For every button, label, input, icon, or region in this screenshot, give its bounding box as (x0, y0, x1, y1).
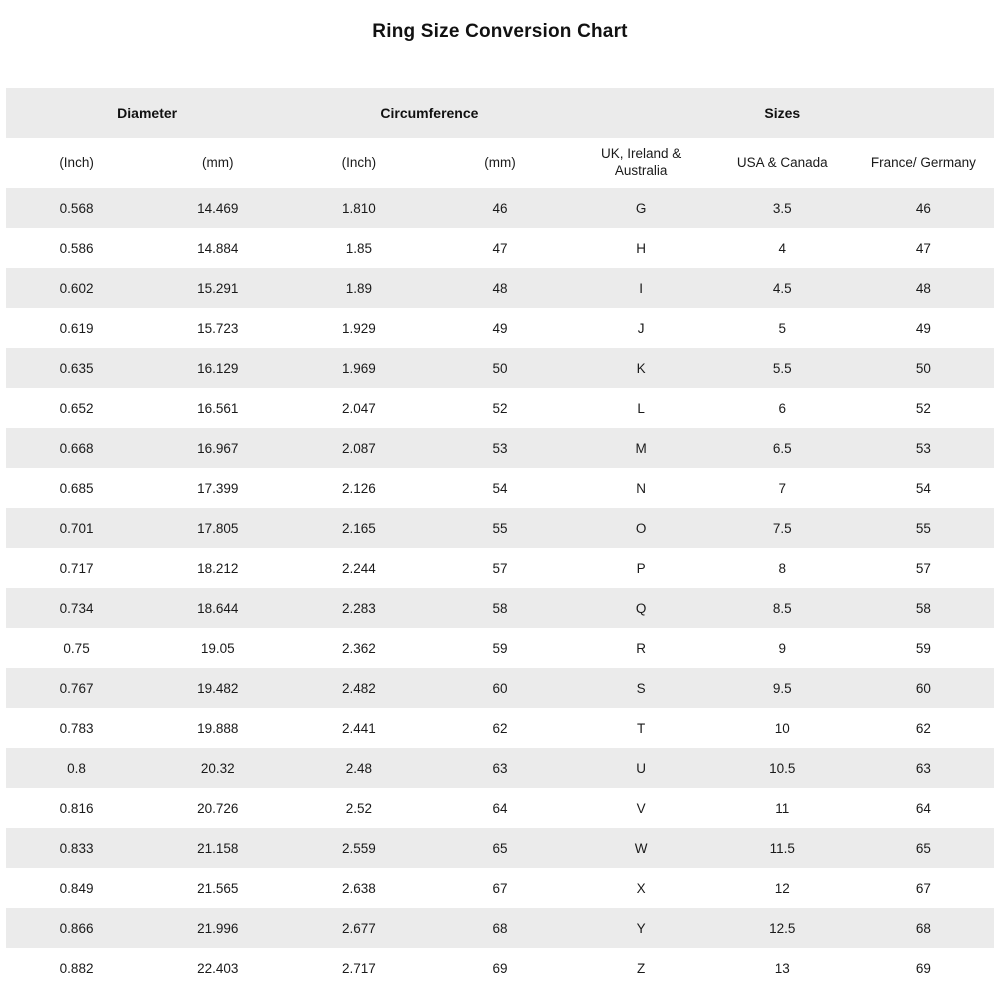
diameter-inch-cell: 0.619 (6, 308, 147, 348)
table-row (6, 588, 994, 628)
column-group-circumference: Circumference (288, 88, 570, 138)
diameter-inch-cell: 0.866 (6, 908, 147, 948)
circumference-inch-cell: 1.929 (288, 308, 429, 348)
diameter-mm-cell: 21.565 (147, 868, 288, 908)
diameter-mm-cell: 18.212 (147, 548, 288, 588)
circumference-mm-cell: 62 (429, 708, 570, 748)
circumference-mm-cell: 58 (429, 588, 570, 628)
diameter-mm-cell: 14.469 (147, 188, 288, 228)
table-row (6, 748, 994, 788)
diameter-mm-cell: 14.884 (147, 228, 288, 268)
diameter-inch-cell: 0.75 (6, 628, 147, 668)
size-uk-ireland-australia-cell: S (571, 668, 712, 708)
circumference-mm-cell: 69 (429, 948, 570, 988)
diameter-mm-cell: 21.158 (147, 828, 288, 868)
table-row (6, 388, 994, 428)
diameter-mm-cell: 18.644 (147, 588, 288, 628)
column-header-circumference-inch: (Inch) (288, 138, 429, 188)
diameter-inch-cell: 0.8 (6, 748, 147, 788)
circumference-mm-cell: 60 (429, 668, 570, 708)
size-usa-canada-cell: 9 (712, 628, 853, 668)
column-header-circumference-mm: (mm) (429, 138, 570, 188)
diameter-mm-cell: 15.291 (147, 268, 288, 308)
table-row (6, 308, 994, 348)
table-row (6, 908, 994, 948)
circumference-mm-cell: 54 (429, 468, 570, 508)
circumference-inch-cell: 2.48 (288, 748, 429, 788)
diameter-inch-cell: 0.586 (6, 228, 147, 268)
size-uk-ireland-australia-cell: P (571, 548, 712, 588)
column-header-diameter-inch: (Inch) (6, 138, 147, 188)
size-uk-ireland-australia-cell: T (571, 708, 712, 748)
size-france-germany-cell: 60 (853, 668, 994, 708)
circumference-mm-cell: 48 (429, 268, 570, 308)
size-usa-canada-cell: 4 (712, 228, 853, 268)
column-header-size-uk-ireland-australia-label: UK, Ireland & Australia (600, 146, 682, 178)
circumference-inch-cell: 2.362 (288, 628, 429, 668)
size-france-germany-cell: 47 (853, 228, 994, 268)
diameter-inch-cell: 0.568 (6, 188, 147, 228)
diameter-mm-cell: 16.129 (147, 348, 288, 388)
diameter-mm-cell: 21.996 (147, 908, 288, 948)
table-row (6, 548, 994, 588)
diameter-inch-cell: 0.602 (6, 268, 147, 308)
size-usa-canada-cell: 8.5 (712, 588, 853, 628)
circumference-mm-cell: 67 (429, 868, 570, 908)
column-group-row (6, 88, 994, 138)
table-row (6, 228, 994, 268)
diameter-mm-cell: 17.399 (147, 468, 288, 508)
circumference-inch-cell: 2.047 (288, 388, 429, 428)
circumference-inch-cell: 2.283 (288, 588, 429, 628)
size-usa-canada-cell: 12.5 (712, 908, 853, 948)
diameter-inch-cell: 0.701 (6, 508, 147, 548)
size-uk-ireland-australia-cell: V (571, 788, 712, 828)
table-row (6, 428, 994, 468)
table-row (6, 268, 994, 308)
size-usa-canada-cell: 12 (712, 868, 853, 908)
size-france-germany-cell: 63 (853, 748, 994, 788)
diameter-mm-cell: 17.805 (147, 508, 288, 548)
table-header (6, 88, 994, 188)
diameter-mm-cell: 20.32 (147, 748, 288, 788)
circumference-mm-cell: 46 (429, 188, 570, 228)
circumference-mm-cell: 57 (429, 548, 570, 588)
circumference-mm-cell: 52 (429, 388, 570, 428)
circumference-mm-cell: 53 (429, 428, 570, 468)
column-group-diameter: Diameter (6, 88, 288, 138)
circumference-mm-cell: 65 (429, 828, 570, 868)
column-group-sizes: Sizes (571, 88, 994, 138)
size-uk-ireland-australia-cell: U (571, 748, 712, 788)
size-usa-canada-cell: 8 (712, 548, 853, 588)
size-usa-canada-cell: 7.5 (712, 508, 853, 548)
size-uk-ireland-australia-cell: L (571, 388, 712, 428)
circumference-inch-cell: 1.810 (288, 188, 429, 228)
size-usa-canada-cell: 10 (712, 708, 853, 748)
size-usa-canada-cell: 3.5 (712, 188, 853, 228)
size-usa-canada-cell: 5.5 (712, 348, 853, 388)
diameter-inch-cell: 0.882 (6, 948, 147, 988)
size-usa-canada-cell: 11 (712, 788, 853, 828)
circumference-inch-cell: 2.717 (288, 948, 429, 988)
size-usa-canada-cell: 6 (712, 388, 853, 428)
diameter-inch-cell: 0.816 (6, 788, 147, 828)
size-uk-ireland-australia-cell: M (571, 428, 712, 468)
circumference-mm-cell: 55 (429, 508, 570, 548)
table-row (6, 828, 994, 868)
size-france-germany-cell: 67 (853, 868, 994, 908)
size-france-germany-cell: 58 (853, 588, 994, 628)
circumference-mm-cell: 49 (429, 308, 570, 348)
size-france-germany-cell: 68 (853, 908, 994, 948)
column-header-diameter-mm: (mm) (147, 138, 288, 188)
diameter-inch-cell: 0.767 (6, 668, 147, 708)
diameter-inch-cell: 0.783 (6, 708, 147, 748)
size-france-germany-cell: 46 (853, 188, 994, 228)
size-uk-ireland-australia-cell: J (571, 308, 712, 348)
diameter-mm-cell: 20.726 (147, 788, 288, 828)
size-uk-ireland-australia-cell: Z (571, 948, 712, 988)
size-uk-ireland-australia-cell: R (571, 628, 712, 668)
size-france-germany-cell: 53 (853, 428, 994, 468)
diameter-inch-cell: 0.635 (6, 348, 147, 388)
circumference-mm-cell: 68 (429, 908, 570, 948)
size-france-germany-cell: 59 (853, 628, 994, 668)
diameter-mm-cell: 19.05 (147, 628, 288, 668)
diameter-mm-cell: 22.403 (147, 948, 288, 988)
column-header-size-usa-canada: USA & Canada (712, 138, 853, 188)
table-row (6, 188, 994, 228)
table-row (6, 708, 994, 748)
table-row (6, 868, 994, 908)
size-usa-canada-cell: 10.5 (712, 748, 853, 788)
circumference-mm-cell: 63 (429, 748, 570, 788)
size-usa-canada-cell: 7 (712, 468, 853, 508)
circumference-inch-cell: 2.52 (288, 788, 429, 828)
table-row (6, 788, 994, 828)
diameter-inch-cell: 0.668 (6, 428, 147, 468)
table-row (6, 508, 994, 548)
diameter-inch-cell: 0.833 (6, 828, 147, 868)
circumference-inch-cell: 2.638 (288, 868, 429, 908)
size-usa-canada-cell: 11.5 (712, 828, 853, 868)
circumference-inch-cell: 2.677 (288, 908, 429, 948)
circumference-inch-cell: 2.244 (288, 548, 429, 588)
diameter-inch-cell: 0.734 (6, 588, 147, 628)
size-uk-ireland-australia-cell: Y (571, 908, 712, 948)
table-row (6, 628, 994, 668)
diameter-mm-cell: 16.967 (147, 428, 288, 468)
size-france-germany-cell: 52 (853, 388, 994, 428)
circumference-inch-cell: 1.85 (288, 228, 429, 268)
size-france-germany-cell: 64 (853, 788, 994, 828)
circumference-inch-cell: 2.482 (288, 668, 429, 708)
size-france-germany-cell: 48 (853, 268, 994, 308)
table-row (6, 668, 994, 708)
size-usa-canada-cell: 9.5 (712, 668, 853, 708)
table-row (6, 348, 994, 388)
circumference-mm-cell: 64 (429, 788, 570, 828)
diameter-mm-cell: 16.561 (147, 388, 288, 428)
page-title: Ring Size Conversion Chart (372, 21, 628, 42)
size-france-germany-cell: 49 (853, 308, 994, 348)
circumference-inch-cell: 1.969 (288, 348, 429, 388)
size-france-germany-cell: 54 (853, 468, 994, 508)
circumference-inch-cell: 1.89 (288, 268, 429, 308)
circumference-mm-cell: 47 (429, 228, 570, 268)
circumference-inch-cell: 2.087 (288, 428, 429, 468)
diameter-mm-cell: 15.723 (147, 308, 288, 348)
diameter-inch-cell: 0.849 (6, 868, 147, 908)
column-header-row (6, 138, 994, 188)
diameter-inch-cell: 0.717 (6, 548, 147, 588)
size-france-germany-cell: 69 (853, 948, 994, 988)
size-france-germany-cell: 62 (853, 708, 994, 748)
size-uk-ireland-australia-cell: N (571, 468, 712, 508)
diameter-mm-cell: 19.888 (147, 708, 288, 748)
circumference-inch-cell: 2.559 (288, 828, 429, 868)
table-row (6, 468, 994, 508)
size-uk-ireland-australia-cell: G (571, 188, 712, 228)
size-uk-ireland-australia-cell: Q (571, 588, 712, 628)
size-france-germany-cell: 50 (853, 348, 994, 388)
size-uk-ireland-australia-cell: W (571, 828, 712, 868)
diameter-inch-cell: 0.652 (6, 388, 147, 428)
diameter-mm-cell: 19.482 (147, 668, 288, 708)
size-france-germany-cell: 65 (853, 828, 994, 868)
size-uk-ireland-australia-cell: I (571, 268, 712, 308)
column-header-size-uk-ireland-australia (571, 138, 712, 188)
circumference-inch-cell: 2.441 (288, 708, 429, 748)
diameter-inch-cell: 0.685 (6, 468, 147, 508)
size-usa-canada-cell: 13 (712, 948, 853, 988)
ring-size-conversion-table (6, 88, 994, 988)
size-usa-canada-cell: 6.5 (712, 428, 853, 468)
circumference-mm-cell: 59 (429, 628, 570, 668)
size-uk-ireland-australia-cell: O (571, 508, 712, 548)
size-usa-canada-cell: 4.5 (712, 268, 853, 308)
circumference-mm-cell: 50 (429, 348, 570, 388)
table-body (6, 188, 994, 988)
column-header-size-france-germany: France/ Germany (853, 138, 994, 188)
circumference-inch-cell: 2.165 (288, 508, 429, 548)
size-usa-canada-cell: 5 (712, 308, 853, 348)
size-france-germany-cell: 55 (853, 508, 994, 548)
size-uk-ireland-australia-cell: X (571, 868, 712, 908)
circumference-inch-cell: 2.126 (288, 468, 429, 508)
size-france-germany-cell: 57 (853, 548, 994, 588)
table-row (6, 948, 994, 988)
size-uk-ireland-australia-cell: K (571, 348, 712, 388)
size-uk-ireland-australia-cell: H (571, 228, 712, 268)
